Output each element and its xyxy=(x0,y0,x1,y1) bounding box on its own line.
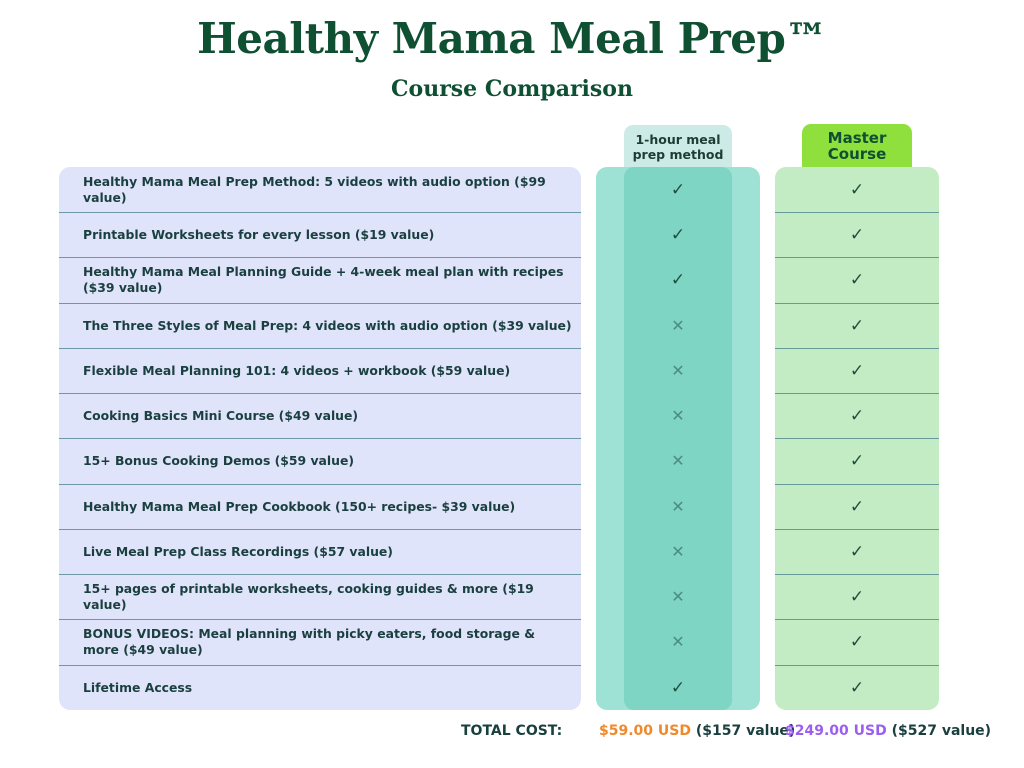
row-divider xyxy=(775,393,939,394)
check-icon: ✓ xyxy=(849,450,865,471)
feature-label: 15+ pages of printable worksheets, cooking guides & more ($19 value) xyxy=(83,580,534,612)
row-divider xyxy=(775,438,939,439)
table-row xyxy=(59,529,939,574)
feature-label: Flexible Meal Planning 101: 4 videos + workbook ($59 value) xyxy=(83,362,511,378)
row-divider xyxy=(775,212,939,213)
feature-label: Healthy Mama Meal Planning Guide + 4-week meal plan with recipes ($39 value) xyxy=(83,263,564,295)
table-row xyxy=(59,167,939,212)
row-divider xyxy=(59,665,581,666)
feature-label: The Three Styles of Meal Prep: 4 videos with audio option ($39 value) xyxy=(83,317,572,333)
check-icon: ✓ xyxy=(849,631,865,652)
table-row xyxy=(59,574,939,619)
master-price xyxy=(785,723,991,739)
row-divider xyxy=(59,574,581,575)
feature-label: BONUS VIDEOS: Meal planning with picky eaters, food storage & more ($49 value) xyxy=(83,625,536,657)
table-row xyxy=(59,484,939,529)
total-cost-label: TOTAL COST: xyxy=(461,723,563,739)
master-price-amount: $249.00 USD xyxy=(785,723,887,739)
basic-price xyxy=(599,723,795,739)
column-header-master: Master Course xyxy=(802,124,912,168)
row-divider xyxy=(59,303,581,304)
row-divider xyxy=(775,529,939,530)
cross-icon: ✕ xyxy=(671,587,685,606)
feature-label: 15+ Bonus Cooking Demos ($59 value) xyxy=(83,452,355,468)
row-divider xyxy=(775,257,939,258)
feature-label: Live Meal Prep Class Recordings ($57 value) xyxy=(83,543,393,559)
row-divider xyxy=(59,619,581,620)
row-divider xyxy=(775,665,939,666)
feature-label: Lifetime Access xyxy=(83,679,193,695)
table-row xyxy=(59,393,939,438)
row-divider xyxy=(59,529,581,530)
check-icon: ✓ xyxy=(849,496,865,517)
cross-icon: ✕ xyxy=(671,497,685,516)
cross-icon: ✕ xyxy=(671,316,685,335)
check-icon: ✓ xyxy=(849,405,865,426)
row-divider xyxy=(59,348,581,349)
row-divider xyxy=(59,212,581,213)
feature-label: Healthy Mama Meal Prep Method: 5 videos with audio option ($99 value) xyxy=(83,173,546,205)
check-icon: ✓ xyxy=(849,677,865,698)
row-divider xyxy=(775,574,939,575)
row-divider xyxy=(59,393,581,394)
check-icon: ✓ xyxy=(849,360,865,381)
column-header-basic: 1-hour meal prep method xyxy=(624,125,732,168)
feature-label: Cooking Basics Mini Course ($49 value) xyxy=(83,407,359,423)
cross-icon: ✕ xyxy=(671,451,685,470)
check-icon: ✓ xyxy=(670,269,686,290)
page-title: Healthy Mama Meal Prep™ xyxy=(197,14,827,63)
cross-icon: ✕ xyxy=(671,406,685,425)
basic-price-value: ($157 value) xyxy=(695,723,796,739)
check-icon: ✓ xyxy=(849,224,865,245)
check-icon: ✓ xyxy=(670,677,686,698)
page-subtitle: Course Comparison xyxy=(391,76,633,102)
comparison-table xyxy=(59,167,939,710)
cross-icon: ✕ xyxy=(671,632,685,651)
table-row xyxy=(59,665,939,710)
table-row xyxy=(59,212,939,257)
feature-label: Printable Worksheets for every lesson ($19 value) xyxy=(83,226,435,242)
table-row xyxy=(59,348,939,393)
row-divider xyxy=(775,348,939,349)
row-divider xyxy=(775,484,939,485)
cross-icon: ✕ xyxy=(671,542,685,561)
feature-label: Healthy Mama Meal Prep Cookbook (150+ recipes- $39 value) xyxy=(83,498,516,514)
row-divider xyxy=(59,484,581,485)
check-icon: ✓ xyxy=(849,179,865,200)
table-row xyxy=(59,303,939,348)
row-divider xyxy=(59,438,581,439)
check-icon: ✓ xyxy=(670,179,686,200)
row-divider xyxy=(775,303,939,304)
check-icon: ✓ xyxy=(849,586,865,607)
table-row xyxy=(59,257,939,302)
master-price-value: ($527 value) xyxy=(891,723,992,739)
row-divider xyxy=(59,257,581,258)
cross-icon: ✕ xyxy=(671,361,685,380)
basic-price-amount: $59.00 USD xyxy=(599,723,691,739)
check-icon: ✓ xyxy=(849,541,865,562)
check-icon: ✓ xyxy=(849,315,865,336)
table-row xyxy=(59,438,939,483)
check-icon: ✓ xyxy=(849,269,865,290)
row-divider xyxy=(775,619,939,620)
check-icon: ✓ xyxy=(670,224,686,245)
table-row xyxy=(59,619,939,664)
